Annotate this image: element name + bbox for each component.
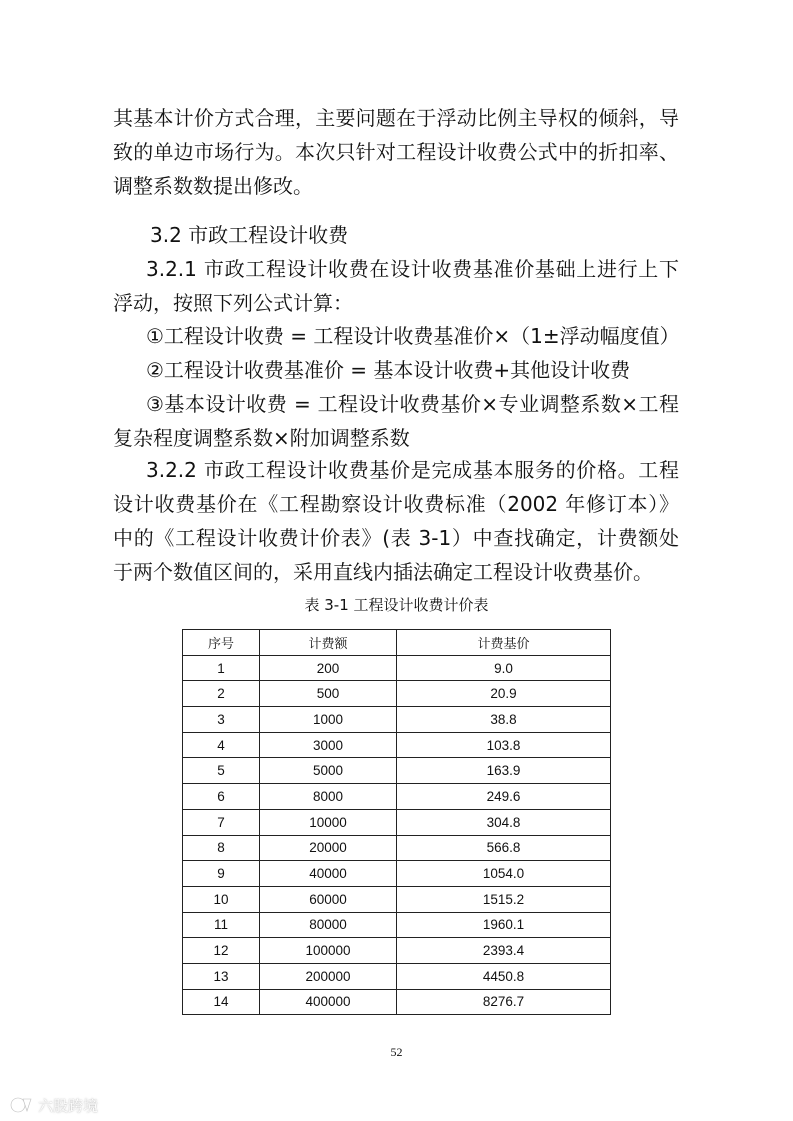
cell-fee-base: 80000 bbox=[260, 912, 397, 938]
table-row bbox=[183, 681, 611, 707]
cell-base-price: 163.9 bbox=[397, 758, 611, 784]
cell-fee-base: 3000 bbox=[260, 732, 397, 758]
cell-fee-base: 8000 bbox=[260, 784, 397, 810]
cell-base-price: 2393.4 bbox=[397, 938, 611, 964]
cell-index: 4 bbox=[183, 732, 260, 758]
brand-logo-icon bbox=[8, 1095, 34, 1115]
cell-fee-base: 200000 bbox=[260, 963, 397, 989]
page-number: 52 bbox=[390, 1045, 403, 1059]
table-row bbox=[183, 938, 611, 964]
formula-1: ①工程设计收费 = 工程设计收费基准价×（1±浮动幅度值） bbox=[146, 324, 680, 348]
section-3-2-1-paragraph: 3.2.1 市政工程设计收费在设计收费基准价基础上进行上下浮动，按照下列公式计算： bbox=[113, 257, 679, 315]
cell-fee-base: 200 bbox=[260, 655, 397, 681]
cell-base-price: 304.8 bbox=[397, 809, 611, 835]
header-fee-base: 计费额 bbox=[260, 630, 397, 656]
cell-index: 12 bbox=[183, 938, 260, 964]
cell-fee-base: 20000 bbox=[260, 835, 397, 861]
cell-base-price: 38.8 bbox=[397, 707, 611, 733]
header-base-price: 计费基价 bbox=[397, 630, 611, 656]
table-row bbox=[183, 912, 611, 938]
cell-fee-base: 5000 bbox=[260, 758, 397, 784]
formula-2: ②工程设计收费基准价 = 基本设计收费+其他设计收费 bbox=[146, 358, 631, 382]
cell-index: 8 bbox=[183, 835, 260, 861]
cell-index: 11 bbox=[183, 912, 260, 938]
cell-base-price: 103.8 bbox=[397, 732, 611, 758]
table-row bbox=[183, 655, 611, 681]
cell-base-price: 1515.2 bbox=[397, 886, 611, 912]
table-row bbox=[183, 758, 611, 784]
cell-index: 2 bbox=[183, 681, 260, 707]
cell-index: 9 bbox=[183, 861, 260, 887]
table-row bbox=[183, 784, 611, 810]
cell-fee-base: 1000 bbox=[260, 707, 397, 733]
table-row bbox=[183, 989, 611, 1015]
watermark-text: 六股跨境 bbox=[38, 1096, 99, 1115]
cell-base-price: 566.8 bbox=[397, 835, 611, 861]
cell-base-price: 9.0 bbox=[397, 655, 611, 681]
cell-base-price: 249.6 bbox=[397, 784, 611, 810]
table-row bbox=[183, 963, 611, 989]
cell-index: 13 bbox=[183, 963, 260, 989]
cell-index: 6 bbox=[183, 784, 260, 810]
table-row bbox=[183, 707, 611, 733]
cell-index: 10 bbox=[183, 886, 260, 912]
section-3-2-2-paragraph: 3.2.2 市政工程设计收费基价是完成基本服务的价格。工程设计收费基价在《工程勘察设计收费标准（2002 年修订本）》中的《工程设计收费计价表》(表 3-1）中查找确定，计费额处于两个数值区间的，采用直线内插法确定工程设计收费基价。 bbox=[113, 458, 679, 584]
cell-fee-base: 500 bbox=[260, 681, 397, 707]
cell-base-price: 4450.8 bbox=[397, 963, 611, 989]
cell-index: 1 bbox=[183, 655, 260, 681]
formula-3: ③基本设计收费 = 工程设计收费基价×专业调整系数×工程复杂程度调整系数×附加调整系数 bbox=[113, 392, 679, 450]
cell-fee-base: 40000 bbox=[260, 861, 397, 887]
table-header-row bbox=[183, 630, 611, 656]
cell-index: 3 bbox=[183, 707, 260, 733]
table-caption: 表 3-1 工程设计收费计价表 bbox=[304, 596, 489, 614]
table-row bbox=[183, 732, 611, 758]
cell-base-price: 20.9 bbox=[397, 681, 611, 707]
cell-index: 7 bbox=[183, 809, 260, 835]
cell-fee-base: 400000 bbox=[260, 989, 397, 1015]
cell-index: 14 bbox=[183, 989, 260, 1015]
header-index: 序号 bbox=[183, 630, 260, 656]
section-heading-3-2: 3.2 市政工程设计收费 bbox=[150, 223, 349, 247]
table-row bbox=[183, 809, 611, 835]
cell-base-price: 1960.1 bbox=[397, 912, 611, 938]
intro-paragraph: 其基本计价方式合理，主要问题在于浮动比例主导权的倾斜，导致的单边市场行为。本次只针对工程设计收费公式中的折扣率、调整系数数提出修改。 bbox=[113, 106, 679, 198]
cell-base-price: 8276.7 bbox=[397, 989, 611, 1015]
table-body bbox=[183, 655, 611, 1015]
table-row bbox=[183, 886, 611, 912]
table-row bbox=[183, 861, 611, 887]
cell-fee-base: 60000 bbox=[260, 886, 397, 912]
cell-fee-base: 10000 bbox=[260, 809, 397, 835]
watermark bbox=[8, 1093, 98, 1117]
cell-fee-base: 100000 bbox=[260, 938, 397, 964]
fee-table bbox=[182, 629, 611, 1015]
table-row bbox=[183, 835, 611, 861]
cell-index: 5 bbox=[183, 758, 260, 784]
cell-base-price: 1054.0 bbox=[397, 861, 611, 887]
